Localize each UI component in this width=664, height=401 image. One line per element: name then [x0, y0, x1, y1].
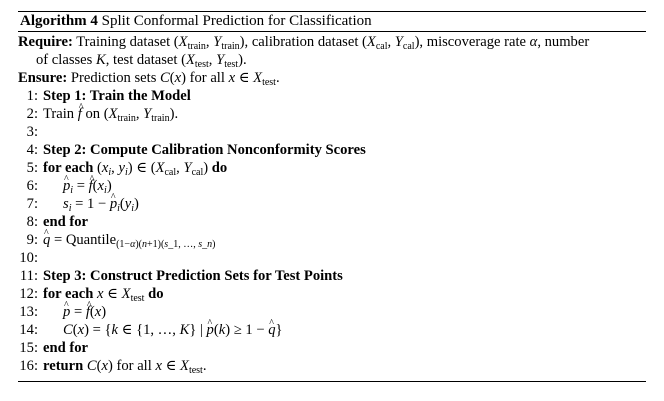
line-number: 16:	[19, 358, 38, 374]
line-text: end for	[43, 214, 88, 230]
algorithm-line	[18, 357, 646, 375]
algorithm-name: Split Conformal Prediction for Classification	[101, 13, 372, 29]
algorithm-line	[18, 195, 646, 213]
line-text: return C(x) for all x ∈ $X_{test}$.	[43, 358, 207, 376]
algorithm-line	[18, 87, 646, 105]
require-text-continued: of classes K, test dataset ($X_{test}$, $Y_{test}$).	[36, 52, 247, 70]
line-text: Step 1: Train the Model	[43, 88, 191, 104]
line-text: Step 2: Compute Calibration Nonconformity Scores	[43, 142, 366, 158]
line-number: 6:	[26, 178, 38, 194]
algorithm-number: Algorithm 4	[20, 13, 98, 29]
algorithm-line	[18, 303, 646, 321]
line-number: 12:	[19, 286, 38, 302]
algorithm-line	[18, 285, 646, 303]
algorithm-line	[18, 105, 646, 123]
line-text: ^ p = ^ f(x)	[63, 303, 106, 321]
bottom-rule	[18, 381, 646, 382]
ensure-text: Prediction sets C(x) for all x ∈ $X_{test}$.	[70, 70, 280, 88]
line-number: 9:	[26, 232, 38, 248]
line-number: 8:	[26, 214, 38, 230]
algorithm-line	[18, 213, 646, 231]
algorithm-line	[18, 321, 646, 339]
line-number: 7:	[26, 196, 38, 212]
algorithm-block	[18, 11, 646, 375]
line-text: ^ $p_i$ = ^ $f(x_i)$	[63, 177, 112, 195]
algorithm-line	[18, 267, 646, 285]
line-text: for each x ∈ $X_{test}$ do	[43, 286, 164, 304]
line-number: 11:	[19, 268, 38, 284]
algorithm-line	[18, 249, 646, 267]
algorithm-line	[18, 231, 646, 249]
line-number: 2:	[26, 106, 38, 122]
algorithm-steps	[18, 87, 646, 375]
line-number: 3:	[26, 124, 38, 140]
line-number: 14:	[19, 322, 38, 338]
require-text: Training dataset ($X_{train}$, $Y_{train}$), calibration dataset ($X_{cal}$, $Y_{cal}$), miscoverage rate α, number	[76, 34, 590, 52]
ensure-line	[18, 69, 646, 87]
line-number: 15:	[19, 340, 38, 356]
algorithm-line	[18, 123, 646, 141]
line-text: for each ($x_i$, $y_i$) ∈ ($X_{cal}$, $Y_{cal}$) do	[43, 160, 228, 178]
line-text: C(x) = {k ∈ {1, …, K} | ^ p(k) ≥ 1 − ^ q}	[63, 321, 283, 339]
algorithm-body	[18, 32, 646, 375]
line-number: 5:	[26, 160, 38, 176]
algorithm-line	[18, 339, 646, 357]
line-number: 4:	[26, 142, 38, 158]
line-text: Step 3: Construct Prediction Sets for Test Points	[43, 268, 343, 284]
line-number: 1:	[26, 88, 38, 104]
algorithm-line	[18, 159, 646, 177]
ensure-keyword: Ensure:	[18, 70, 68, 86]
line-text: Train ^ f on ($X_{train}$, $Y_{train}$).	[43, 105, 178, 123]
algorithm-line	[18, 141, 646, 159]
line-number: 10:	[19, 250, 38, 266]
algorithm-title	[18, 12, 646, 31]
require-keyword: Require:	[18, 34, 73, 50]
require-line	[18, 33, 646, 69]
line-number: 13:	[19, 304, 38, 320]
line-text: $s_i = 1$ − ^ $p_i(y_i)$	[63, 195, 139, 213]
line-text: ^ q = Quantile$_{(1-\alpha)(n+1)(s\_1, \dots, s\_n)}$	[43, 231, 215, 249]
line-text: end for	[43, 340, 88, 356]
